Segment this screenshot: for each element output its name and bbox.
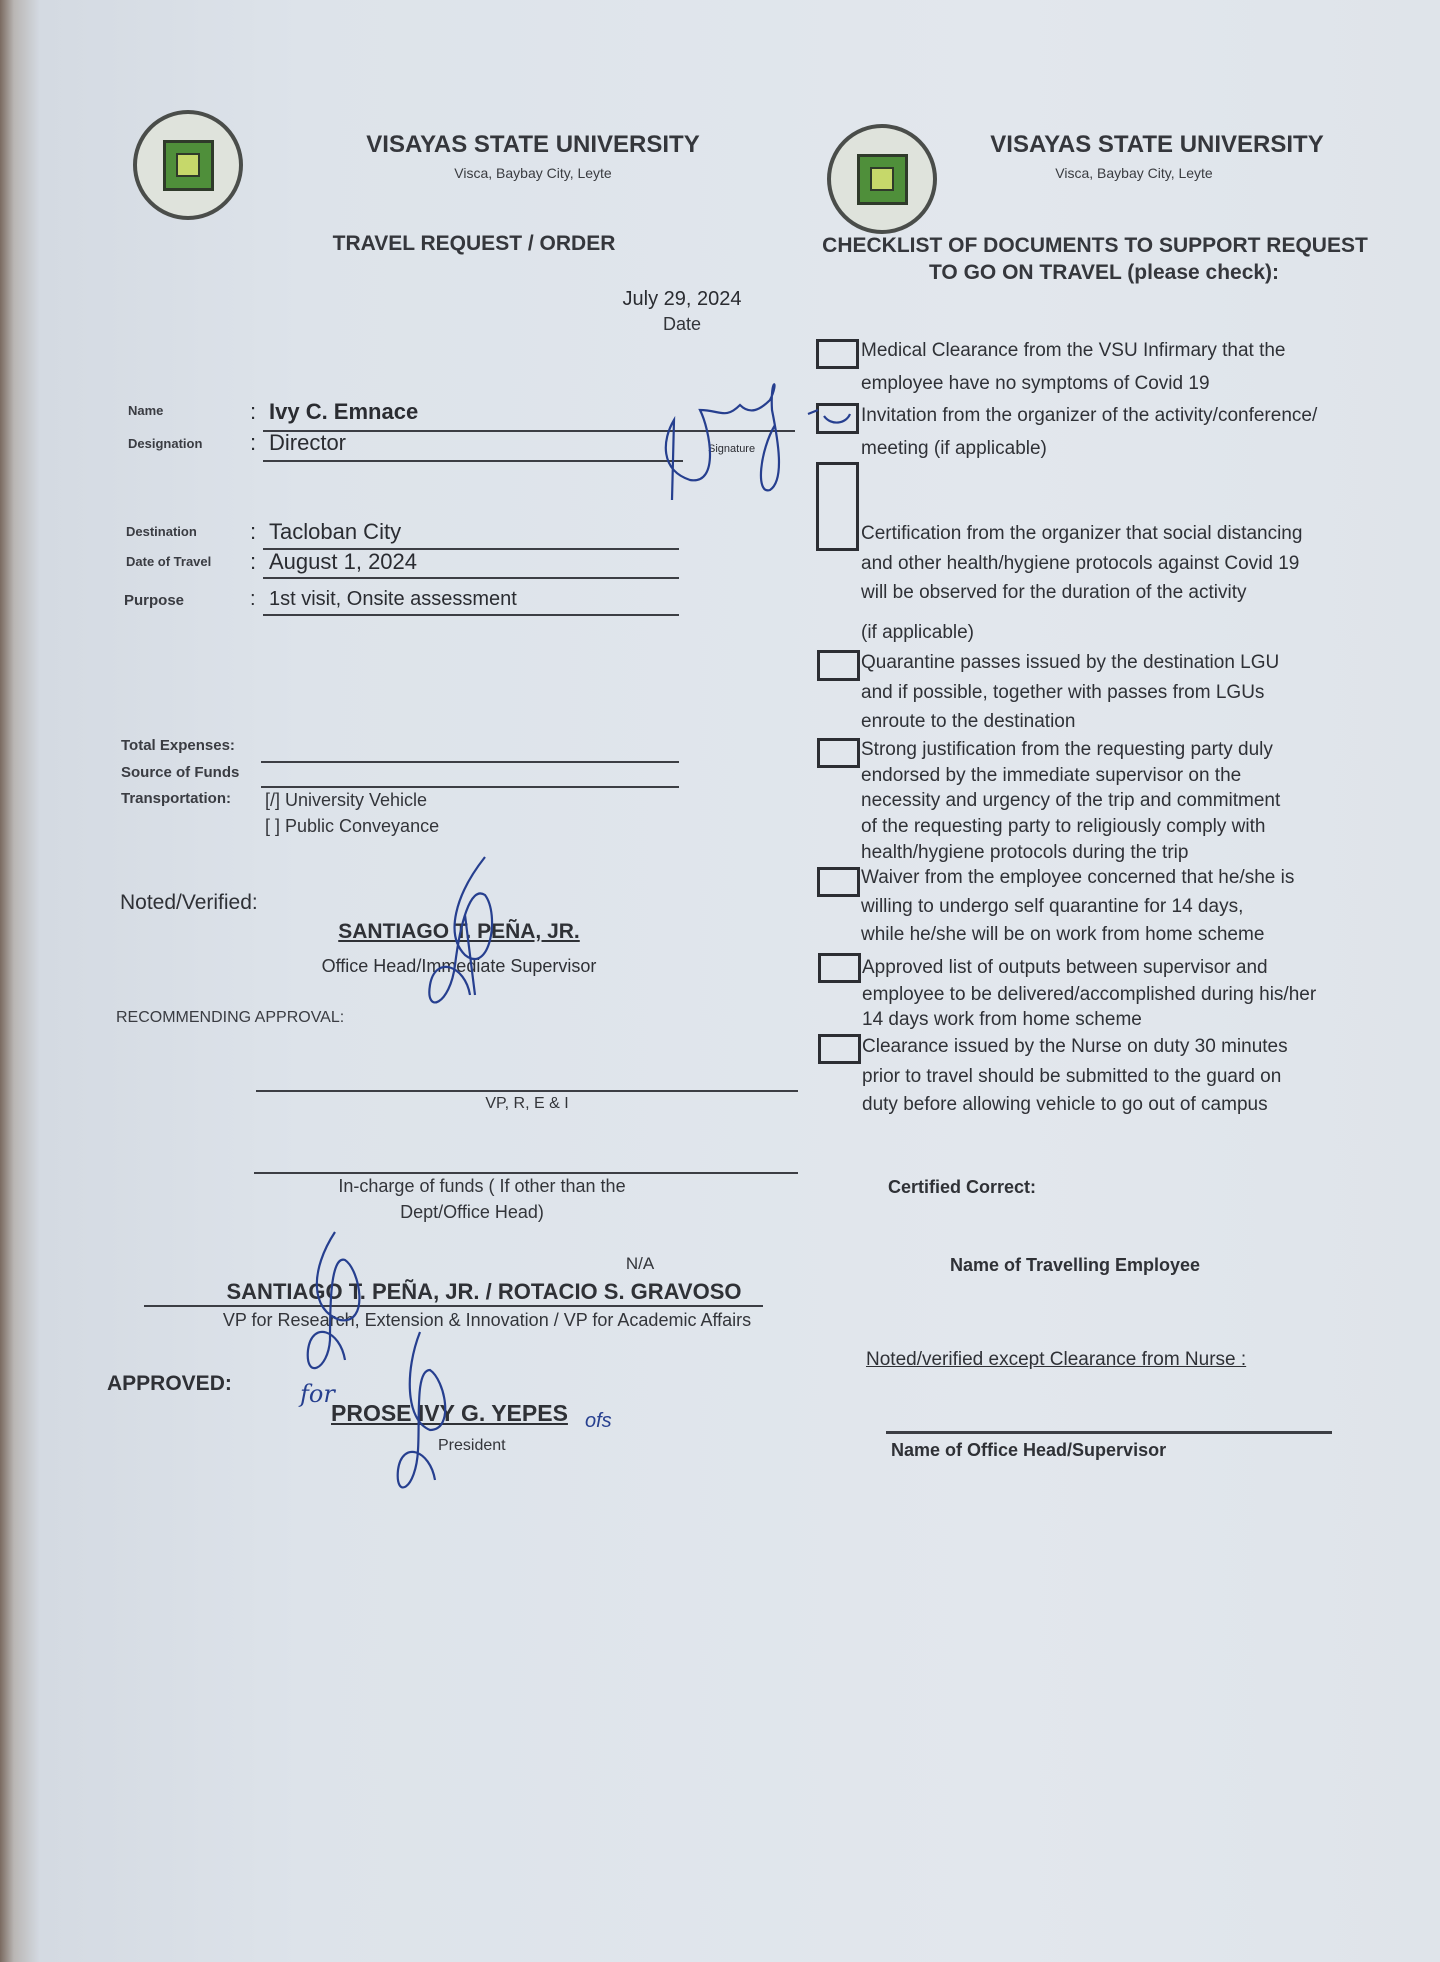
request-date: July 29, 2024 <box>622 288 742 310</box>
vp-names-line <box>144 1305 763 1307</box>
noted-verified-label: Noted/Verified: <box>120 891 258 914</box>
checklist-item-text: endorsed by the immediate supervisor on the <box>861 765 1242 786</box>
designation-underline <box>263 460 683 462</box>
purpose-underline <box>263 614 679 616</box>
date-of-travel-underline <box>263 577 679 579</box>
supervisor-signature-line <box>886 1431 1332 1434</box>
transport-option-university-vehicle[interactable]: [/] University Vehicle <box>265 790 428 810</box>
na-mark: N/A <box>625 1254 655 1273</box>
university-name-right: VISAYAS STATE UNIVERSITY <box>990 131 1324 158</box>
date-of-travel-value: August 1, 2024 <box>269 549 418 574</box>
funds-label-line1: In-charge of funds ( If other than the <box>338 1176 626 1196</box>
approved-label: APPROVED: <box>107 1372 232 1395</box>
name-colon: : <box>250 399 257 424</box>
checklist-item-text: duty before allowing vehicle to go out of campus <box>862 1094 1268 1115</box>
checklist-item-text: Approved list of outputs between supervisor and <box>862 957 1268 978</box>
checklist-item-text: while he/she will be on work from home scheme <box>861 924 1265 945</box>
noted-title: Office Head/Immediate Supervisor <box>321 956 597 976</box>
checklist-item-text: of the requesting party to religiously comply with <box>861 816 1266 837</box>
checklist-item-text: necessity and urgency of the trip and commitment <box>861 790 1281 811</box>
checklist-item-text: Strong justification from the requesting party duly <box>861 739 1273 760</box>
destination-value: Tacloban City <box>269 519 402 544</box>
checklist-item-text: Invitation from the organizer of the activity/conference/ <box>861 405 1318 426</box>
checklist-checkbox[interactable] <box>817 738 860 768</box>
checklist-item-text: meeting (if applicable) <box>861 438 1047 459</box>
check-mark-icon <box>806 408 856 428</box>
checklist-item-text: and if possible, together with passes from LGUs <box>861 682 1265 703</box>
vp-label: VP, R, E & I <box>485 1095 569 1112</box>
date-of-travel-colon: : <box>250 549 257 574</box>
university-address-right: Visca, Baybay City, Leyte <box>1055 165 1213 181</box>
designation-value: Director <box>269 430 347 455</box>
checklist-item-text: Quarantine passes issued by the destination LGU <box>861 652 1280 673</box>
vp-titles: VP for Research, Extension & Innovation / VP for Academic Affairs <box>222 1310 752 1330</box>
president-title: President <box>438 1437 506 1454</box>
checklist-item-text: employee to be delivered/accomplished during his/her <box>862 984 1317 1005</box>
date-label: Date <box>662 314 702 334</box>
vp-names: SANTIAGO T. PEÑA, JR. / ROTACIO S. GRAVOSO <box>226 1279 742 1304</box>
checklist-title-line1: CHECKLIST OF DOCUMENTS TO SUPPORT REQUEST <box>822 234 1368 257</box>
checklist-item-text: prior to travel should be submitted to the guard on <box>862 1066 1282 1087</box>
checklist-checkbox[interactable] <box>817 867 860 897</box>
signature-label: Signature <box>708 443 756 455</box>
president-signature <box>390 1330 470 1500</box>
supervisor-signature <box>415 855 515 1020</box>
checklist-item-text: Medical Clearance from the VSU Infirmary that the <box>861 340 1286 361</box>
source-of-funds-label: Source of Funds <box>121 764 240 781</box>
name-label: Name <box>128 403 164 418</box>
total-expenses-underline <box>261 761 679 763</box>
checklist-item-text: Waiver from the employee concerned that he/she is <box>861 867 1295 888</box>
checklist-checkbox[interactable] <box>816 339 859 369</box>
purpose-label: Purpose <box>124 592 185 609</box>
destination-label: Destination <box>126 524 197 539</box>
transport-option-public-conveyance[interactable]: [ ] Public Conveyance <box>265 816 440 836</box>
checklist-item-text: will be observed for the duration of the activity <box>861 582 1247 603</box>
checklist-title-line2: TO GO ON TRAVEL (please check): <box>928 261 1280 284</box>
university-seal-right <box>827 124 937 234</box>
recommending-approval-label: RECOMMENDING APPROVAL: <box>116 1009 345 1026</box>
president-initials: ofs <box>585 1410 612 1432</box>
checklist-item-text: health/hygiene protocols during the trip <box>861 842 1189 863</box>
checklist-item-text: willing to undergo self quarantine for 14 days, <box>861 896 1244 917</box>
office-head-supervisor-label: Name of Office Head/Supervisor <box>891 1440 1167 1460</box>
checklist-item-text: enroute to the destination <box>861 711 1076 732</box>
checklist-item-text: and other health/hygiene protocols against Covid 19 <box>861 553 1300 574</box>
university-seal-left <box>133 110 243 220</box>
source-of-funds-underline <box>261 786 679 788</box>
checklist-item-text: (if applicable) <box>861 622 974 643</box>
purpose-value: 1st visit, Onsite assessment <box>269 588 517 610</box>
funds-label-line2: Dept/Office Head) <box>400 1202 544 1222</box>
purpose-colon: : <box>250 588 256 610</box>
checklist-checkbox[interactable] <box>818 953 861 983</box>
checklist-checkbox[interactable] <box>817 650 860 681</box>
checklist-checkbox[interactable] <box>816 462 859 551</box>
date-of-travel-label: Date of Travel <box>126 554 212 569</box>
checklist-item-text: Clearance issued by the Nurse on duty 30 minutes <box>862 1036 1288 1057</box>
vp-signature-line <box>256 1090 798 1092</box>
checklist-checkbox[interactable] <box>818 1034 861 1064</box>
checklist-item-text: Certification from the organizer that social distancing <box>861 523 1303 544</box>
form-title: TRAVEL REQUEST / ORDER <box>332 232 616 255</box>
university-address-left: Visca, Baybay City, Leyte <box>454 165 612 181</box>
name-value: Ivy C. Emnace <box>269 399 419 424</box>
noted-name: SANTIAGO T. PEÑA, JR. <box>338 920 580 943</box>
travelling-employee-label: Name of Travelling Employee <box>949 1255 1201 1275</box>
noted-except-nurse-label: Noted/verified except Clearance from Nurse : <box>866 1349 1247 1370</box>
transportation-label: Transportation: <box>121 790 232 807</box>
designation-label: Designation <box>128 436 203 451</box>
destination-colon: : <box>250 519 257 544</box>
approved-for-note: for <box>300 1380 335 1408</box>
university-name-left: VISAYAS STATE UNIVERSITY <box>366 131 700 158</box>
vp-signature <box>300 1230 380 1380</box>
requester-signature <box>660 380 800 505</box>
funds-signature-line <box>254 1172 798 1174</box>
checklist-item-text: employee have no symptoms of Covid 19 <box>861 373 1210 394</box>
designation-colon: : <box>250 430 257 455</box>
checklist-item-text: 14 days work from home scheme <box>862 1009 1142 1030</box>
total-expenses-label: Total Expenses: <box>121 737 235 754</box>
certified-correct-label: Certified Correct: <box>888 1177 1037 1197</box>
president-name: PROSE IVY G. YEPES <box>331 1400 568 1426</box>
